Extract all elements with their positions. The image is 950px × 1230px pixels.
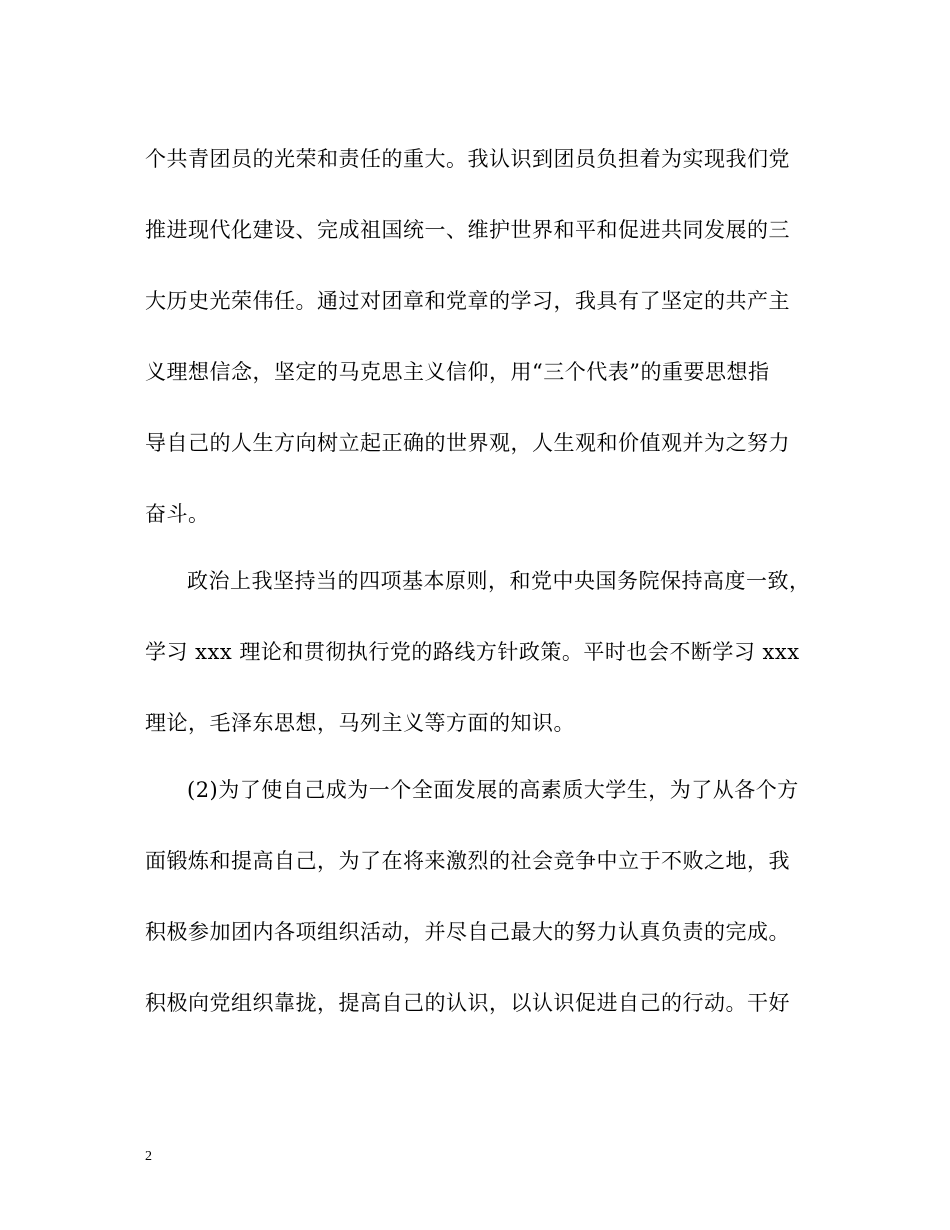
text-line: 学习 xxx 理论和贯彻执行党的路线方针政策。平时也会不断学习 xxx	[145, 640, 800, 664]
text-line: 义理想信念，坚定的马克思主义信仰，用“三个代表”的重要思想指	[145, 360, 770, 384]
text-line: 个共青团员的光荣和责任的重大。我认识到团员负担着为实现我们党	[145, 147, 790, 171]
text-line: 理论，毛泽东思想，马列主义等方面的知识。	[145, 711, 575, 735]
page-number: 2	[145, 1149, 152, 1164]
text-line: 积极参加团内各项组织活动，并尽自己最大的努力认真负责的完成。	[145, 920, 790, 944]
text-line: 面锻炼和提高自己，为了在将来激烈的社会竞争中立于不败之地，我	[145, 849, 790, 873]
paragraph-first-line: 政治上我坚持当的四项基本原则，和党中央国务院保持高度一致，	[187, 569, 811, 593]
text-line: 导自己的人生方向树立起正确的世界观，人生观和价值观并为之努力	[145, 431, 790, 455]
text-line: 推进现代化建设、完成祖国统一、维护世界和平和促进共同发展的三	[145, 218, 790, 242]
text-line: 奋斗。	[145, 502, 210, 526]
paragraph-first-line: (2)为了使自己成为一个全面发展的高素质大学生，为了从各个方	[187, 778, 799, 802]
text-line: 大历史光荣伟任。通过对团章和党章的学习，我具有了坚定的共产主	[145, 289, 790, 313]
text-line: 积极向党组织靠拢，提高自己的认识，以认识促进自己的行动。干好	[145, 991, 790, 1015]
